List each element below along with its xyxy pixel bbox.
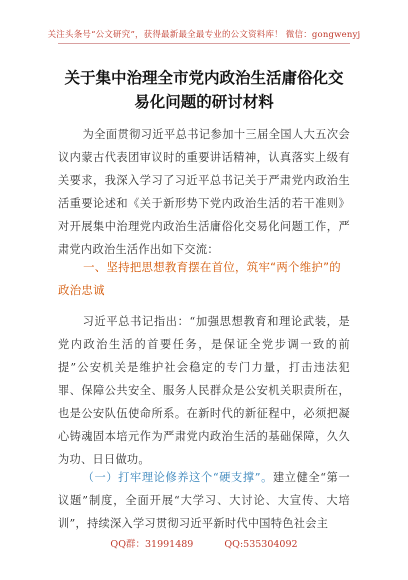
subsection-1-text: 建立健全“第一议题”制度，全面开展“大学习、大讨论、大宣传、大培训”，持续深入学习贯彻习近平新时代中国特色社会主 — [58, 471, 350, 530]
paragraph-subsection-1 — [58, 466, 350, 535]
footer-qq-contact: QQ:535304092 — [224, 539, 298, 550]
subsection-heading-1: （一）打牢理论修养这个“硬支撑”。 — [82, 471, 273, 484]
paragraph-intro: 为全面贯彻习近平总书记参加十三届全国人大五次会议内蒙古代表团审议时的重要讲话精神，认真落实上级有关要求，我深入学习了习近平总书记关于严肃党内政治生活重要论述和《关于新形势下党内政治生活的若干准则》对开展集中治理党内政治生活庸俗化交易化问题工作，严肃党内政治生活作出如下交流： — [58, 128, 350, 256]
footer-qq-group: QQ群：31991489 — [110, 539, 194, 550]
section-heading-1: 一、坚持把思想教育摆在首位，筑牢“两个维护”的政治忠诚 — [58, 260, 341, 297]
document-title: 关于集中治理全市党内政治生活庸俗化交易化问题的研讨材料 — [64, 69, 344, 111]
paragraph-section-1: 习近平总书记指出：“加强思想教育和理论武装，是党内政治生活的首要任务，是保证全党步调一致的前提”公安机关是维护社会稳定的专门力量，打击违法犯罪、保障公共安全、服务人民群众是公安机关职责所在，也是公安队伍使命所系。在新时代的新征程中，必须把凝心铸魂固本培元作为严肃党内政治生活的基础保障，久久为功、日日做功。 — [58, 315, 350, 466]
header-divider — [58, 43, 350, 44]
footer-contact — [0, 536, 408, 550]
header-promo-text: 关注头条号“公文研究”，获得最新最全最专业的公文资料库！ 微信：gongwenyj — [47, 30, 361, 40]
